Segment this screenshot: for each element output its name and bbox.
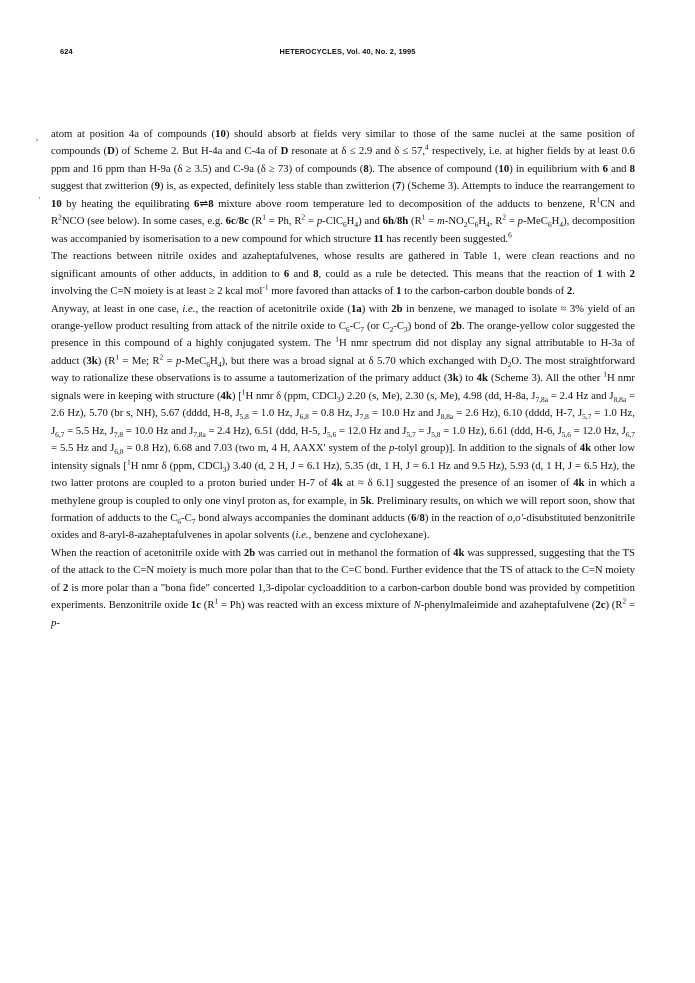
page-number: 624 (60, 47, 73, 56)
paragraph-4: When the reaction of acetonitrile oxide with 2b was carried out in methanol the formation of 4k was suppressed, suggesting that the TS of the attack to the C=N moiety is much more polar than that to the C=C bond. Further evidence that the TS of attack to the C=N moiety of 2 is more polar than a "bona fide" concerted 1,3-dipolar cycloaddition to a carbon-carbon double bond was provided by competition experiments. Benzonitrile oxide 1c $(R^1 = Ph)$ was reacted with an excess mixture of N-phenylmaleimide and azaheptafulvene (2c) ($R^2 = p-$ (51, 546, 636, 629)
running-header (60, 47, 635, 61)
margin-mark: , (36, 132, 39, 142)
paragraph-2: The reactions between nitrile oxides and azaheptafulvenes, whose results are gathered in Table 1, were clean reactions and no significant amounts of other adducts, in addition to 6 and 8, could as a rule be detected. This means that the reaction of 1 with 2 involving the C=N moiety is at least ≥ 2 kcal mol$^{-1}$ more favored than attacks of 1 to the carbon-carbon double bonds of 2. (51, 250, 635, 298)
paragraph-3: Anyway, at least in one case, i.e., the reaction of acetonitrile oxide (1a) with 2b in benzene, we managed to isolate ≈ 3% yield of an orange-yellow product resulting from attack of the nitrile oxide to $C_6-C_7$ (or $C_2-C_3$) bond of 2b. The orange-yellow color suggested the presence in this compound of a highly conjugated system. The $^1$H nmr spectrum did not display any signal attributable to H-3a of adduct (3k) ($R^1 = Me$; $R^2 = p-MeC_6H_4$), but there was a broad signal at δ 5.70 which exchanged with $D_2O$. The most straightforward way to rationalize these observations is to assume a tautomerization of the primary adduct (3k) to 4k (Scheme 3). All the other $^1$H nmr signals were in keeping with structure (4k) [$^1$H nmr δ (ppm, CDCl$_3$) 2.20 (s, Me), 2.30 (s, Me), 4.98 (dd, H-8a, $J_{7,8a} = 2.4$ Hz and $J_{8,8a} = 2.6$ Hz), 5.70 (br s, NH), 5.67 (dddd, H-8, $J_{5,8} = 1.0$ Hz, $J_{6,8} = 0.8$ Hz, $J_{7,8} = 10.0$ Hz and $J_{8,8a} = 2.6$ Hz), 6.10 (dddd, H-7, $J_{5,7} = 1.0$ Hz, $J_{6,7} = 5.5$ Hz, $J_{7,8} = 10.0$ Hz and $J_{7,8a} = 2.4$ Hz), 6.51 (ddd, H-5, $J_{5,6} = 12.0$ Hz and $J_{5,7} = J_{5,8} = 1.0$ Hz), 6.61 (ddd, H-6, $J_{5,6} = 12.0$ Hz, $J_{6,7} = 5.5$ Hz and $J_{6,8} = 0.8$ Hz), 6.68 and 7.03 (two m, 4 H, AAXX' system of the p-tolyl group)]. In addition to the signals of 4k other low intensity signals [$^1$H nmr δ (ppm, CDCl$_3$) 3.40 (d, 2 H, J = 6.1 Hz), 5.35 (dt, 1 H, J = 6.1 Hz and 9.5 Hz), 5.93 (d, 1 H, J = 6.5 Hz), the two latter protons are coupled to a proton buried under H-7 of 4k at ≈ δ 6.1] suggested the presence of an isomer of 4k in which a methylene group is coupled to only one vinyl proton as, for example, in 5k. Preliminary results, on which we will report soon, show that formation of adducts to the $C_6-C_7$ bond always accompanies the dominant adducts (6/8) in the reaction of o,o'-disubstituted benzonitrile oxides and 8-aryl-8-azaheptafulvenes in apolar solvents (i.e., benzene and cyclohexane). (51, 302, 636, 542)
margin-mark: · (38, 193, 41, 203)
body-text (51, 126, 635, 632)
journal-citation: HETEROCYCLES, Vol. 40, No. 2, 1995 (279, 47, 416, 56)
paragraph-1: atom at position 4a of compounds (10) should absorb at fields very similar to those of the same nuclei at the same position of compounds (D) of Scheme 2. But H-4a and C-4a of D resonate at δ ≤ 2.9 and δ ≤ 57,$^4$ respectively, i.e. at higher fields by at least 0.6 ppm and 16 ppm than H-9a (δ ≥ 3.5) and C-9a (δ ≥ 73) of compounds (8). The absence of compound (10) in equilibrium with 6 and 8 suggest that zwitterion (9) is, as expected, definitely less stable than zwitterion (7) (Scheme 3). Attempts to induce the rearrangement to 10 by heating the equilibrating 6⇌8 mixture above room temperature led to decomposition of the adducts to benzene, $R^1CN$ and $R^2NCO$ (see below). In some cases, e.g. 6c/8c ($R^1 = Ph$, $R^2 = p-ClC_6H_4$) and 6h/8h ($R^1 = m-NO_2C_6H_4$, $R^2 = p-MeC_6H_4$), decomposition was accompanied by isomerisation to a new compound for which structure 11 has recently been suggested.$^6$ (51, 128, 636, 245)
